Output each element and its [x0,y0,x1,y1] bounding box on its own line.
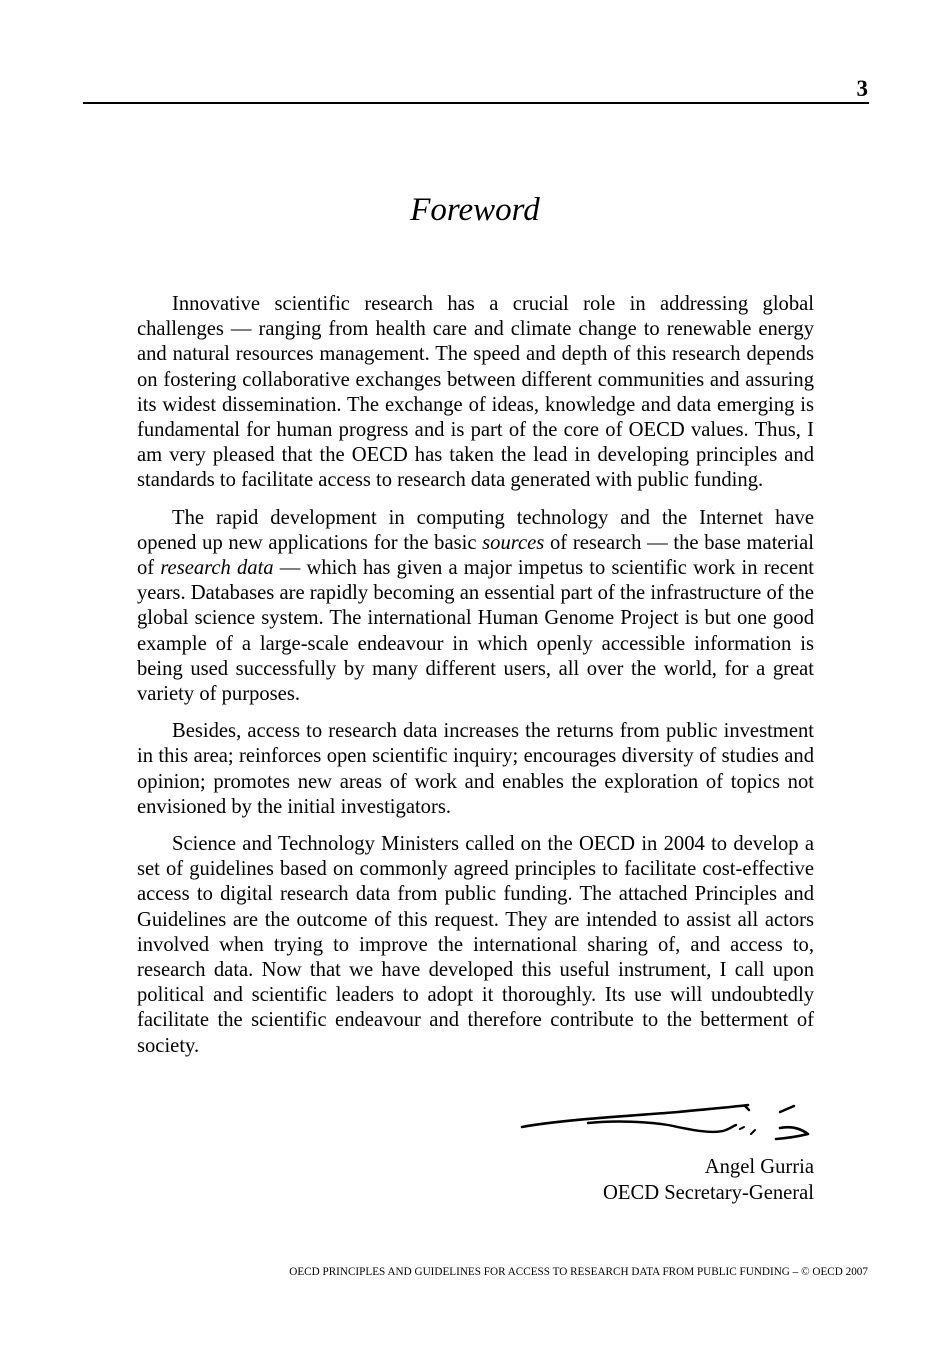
signatory-role: OECD Secretary-General [603,1181,814,1204]
paragraph-4: Science and Technology Ministers called on the OECD in 2004 to develop a set of guidelines based on commonly agreed principles to facilitate cost-effective access to digital research data from public funding. The attached Principles and Guidelines are the outcome of this request. They are intended to assist all actors involved when trying to improve the international sharing of, and access to, research data. Now that we have developed this useful instrument, I call upon political and scientific leaders to adopt it thoroughly. Its use will undoubtedly facilitate the scientific endeavour and therefore contribute to the betterment of society. [137,833,814,1057]
foreword-body [137,292,814,1059]
page-number: 3 [856,76,868,101]
emphasis-sources: sources [482,531,545,554]
page-footer: OECD PRINCIPLES AND GUIDELINES FOR ACCESS TO RESEARCH DATA FROM PUBLIC FUNDING – © OECD 2007 [289,1266,868,1278]
emphasis-research-data: research data [160,557,274,580]
signatory-name: Angel Gurria [704,1156,814,1178]
signature-block [603,1155,814,1206]
paragraph-1: Innovative scientific research has a crucial role in addressing global challenges — ranging from health care and climate change to renewable energy and natural resources management. The speed and depth of this research depends on fostering collaborative exchanges between different communities and assuring its widest dissemination. The exchange of ideas, knowledge and data emerging is fundamental for human progress and is part of the core of OECD values. Thus, I am very pleased that the OECD has taken the lead in developing principles and standards to facilitate access to research data generated with public funding. [137,293,814,492]
page-title: Foreword [410,192,540,228]
paragraph-3: Besides, access to research data increases the returns from public investment in this area; reinforces open scientific inquiry; encourages diversity of studies and opinion; promotes new areas of work and enables the exploration of topics not envisioned by the initial investigators. [137,720,814,818]
handwritten-signature [518,1098,814,1144]
paragraph-2: The rapid development in computing technology and the Internet have opened up new applications for the basic sources of research — the base material of research data — which has given a major impetus to scientific work in recent years. Databases are rapidly becoming an essential part of the infrastructure of the global science system. The international Human Genome Project is but one good example of a large-scale endeavour in which openly accessible information is being used successfully by many different users, all over the world, for a great variety of purposes. [137,506,814,706]
header-rule [83,102,869,104]
